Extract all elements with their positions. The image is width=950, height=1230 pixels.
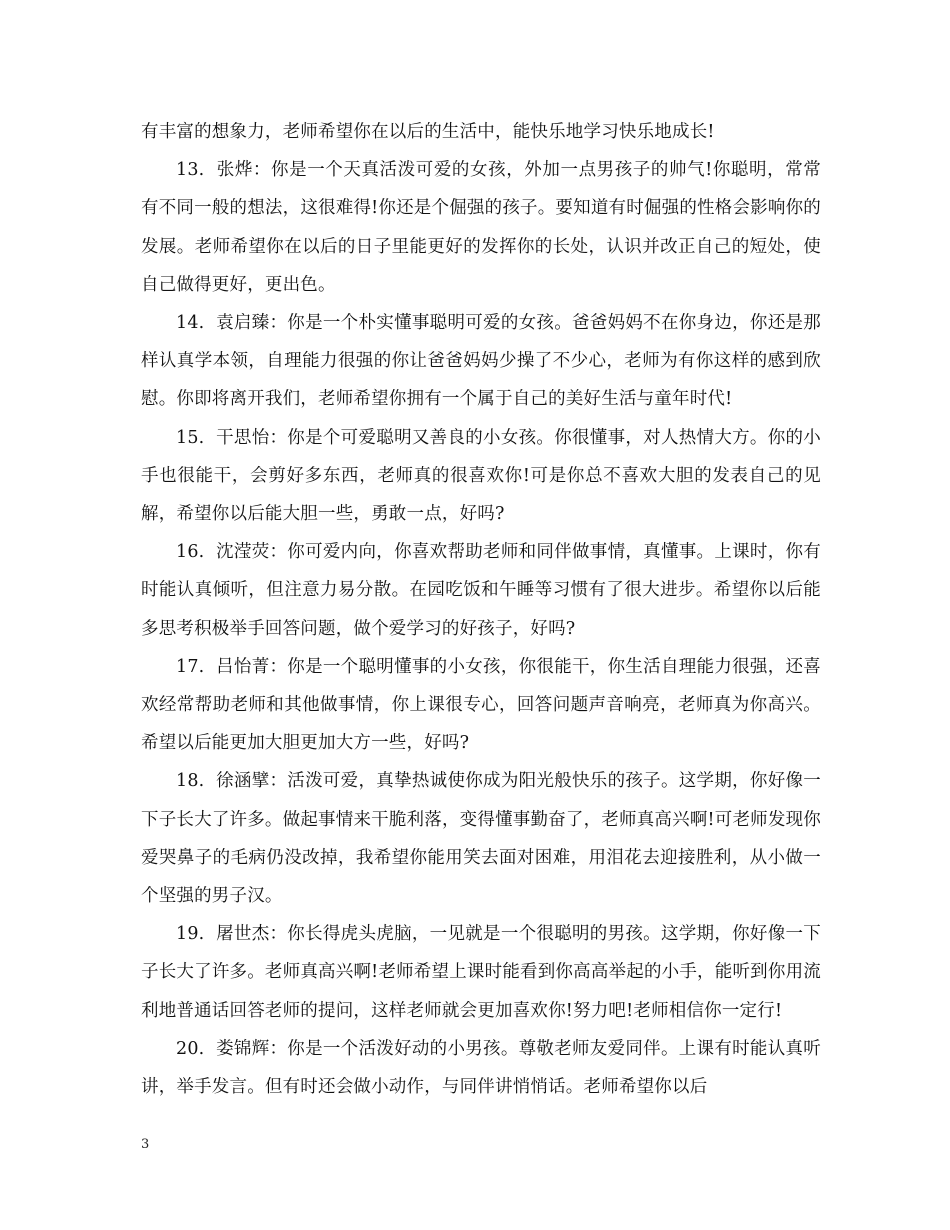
comment-paragraph-19: 19. 屠世杰：你长得虎头虎脑，一见就是一个很聪明的男孩。这学期，你好像一下子长大了许多。老师真高兴啊!老师希望上课时能看到你高高举起的小手，能听到你用流利地普通话回答老师的提问，这样老师就会更加喜欢你!努力吧!老师相信你一定行! [141,924,821,1021]
comment-paragraph-14: 14. 袁启臻：你是一个朴实懂事聪明可爱的女孩。爸爸妈妈不在你身边，你还是那样认真学本领，自理能力很强的你让爸爸妈妈少操了不少心，老师为有你这样的感到欣慰。你即将离开我们，老师希望你拥有一个属于自己的美好生活与童年时代! [141,313,821,410]
body-text [141,113,821,1106]
comment-paragraph-17: 17. 吕怡菁：你是一个聪明懂事的小女孩，你很能干，你生活自理能力很强，还喜欢经常帮助老师和其他做事情，你上课很专心，回答问题声音响亮，老师真为你高兴。希望以后能更加大胆更加大方一些，好吗? [141,656,821,754]
comment-paragraph-18: 18. 徐涵擘：活泼可爱，真挚热诚使你成为阳光般快乐的孩子。这学期，你好像一下子长大了许多。做起事情来干脆利落，变得懂事勤奋了，老师真高兴啊!可老师发现你爱哭鼻子的毛病仍没改掉，我希望你能用笑去面对困难，用泪花去迎接胜利，从小做一个坚强的男子汉。 [141,771,821,907]
comment-paragraph-16: 16. 沈滢荧：你可爱内向，你喜欢帮助老师和同伴做事情，真懂事。上课时，你有时能认真倾听，但注意力易分散。在园吃饭和午睡等习惯有了很大进步。希望你以后能多思考积极举手回答问题，做个爱学习的好孩子，好吗? [141,542,821,639]
comment-paragraph-20: 20. 娄锦辉：你是一个活泼好动的小男孩。尊敬老师友爱同伴。上课有时能认真听讲，举手发言。但有时还会做小动作，与同伴讲悄悄话。老师希望你以后 [141,1038,821,1098]
page-number: 3 [141,1137,150,1152]
paragraph-continuation: 有丰富的想象力，老师希望你在以后的生活中，能快乐地学习快乐地成长! [141,122,715,142]
comment-paragraph-15: 15. 干思怡：你是个可爱聪明又善良的小女孩。你很懂事，对人热情大方。你的小手也很能干，会剪好多东西，老师真的很喜欢你!可是你总不喜欢大胆的发表自己的见解，希望你以后能大胆一些，勇敢一点，好吗? [141,427,821,525]
comment-paragraph-13: 13. 张烨：你是一个天真活泼可爱的女孩，外加一点男孩子的帅气!你聪明，常常有不同一般的想法，这很难得!你还是个倔强的孩子。要知道有时倔强的性格会影响你的发展。老师希望你在以后的日子里能更好的发挥你的长处，认识并改正自己的短处，使自己做得更好，更出色。 [141,160,821,295]
